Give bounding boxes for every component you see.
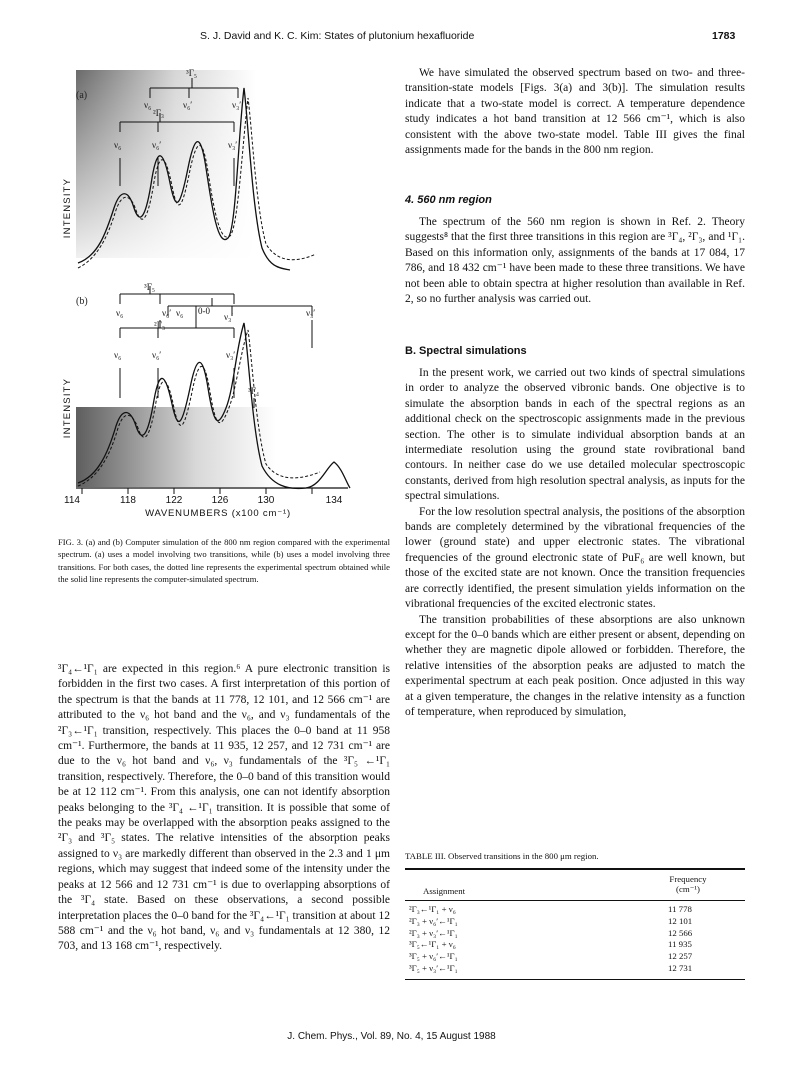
xtick-130: 130 xyxy=(257,495,275,506)
label-b-v6p-d: ν₆′ xyxy=(152,350,162,360)
page-footer xyxy=(0,1031,787,1042)
table-row xyxy=(405,904,745,916)
label-b-v6p: ν₆′ xyxy=(162,308,172,318)
label-a-v6p: ν₆′ xyxy=(183,100,193,110)
label-a-v3p: ν₃′ xyxy=(232,100,242,110)
cell-frequency: 11 935 xyxy=(668,939,692,950)
label-a-v6p-b: ν₆′ xyxy=(152,140,162,150)
label-b-g4: ³Γ₄ xyxy=(248,386,260,396)
figure-caption: FIG. 3. (a) and (b) Computer simulation of the 800 nm region compared with the experimental spectrum. (a) uses a model involving two transitions, while (b) uses a model involving three transitions. For both cases, the dotted line represents the experimental spectrum obtained while the solid line represents the computer-simulated spectrum. xyxy=(58,537,390,585)
cell-assignment: ³Γ₅ + ν₆′←¹Γ₁ xyxy=(409,951,458,962)
table-title: TABLE III. Observed transitions in the 800 μm region. xyxy=(405,851,599,861)
x-tick-labels xyxy=(64,495,343,506)
label-b-v3p: ν₃′ xyxy=(224,312,234,322)
table-header xyxy=(405,870,745,900)
page-number: 1783 xyxy=(712,30,736,42)
x-axis-label: WAVENUMBERS (x100 cm⁻¹) xyxy=(145,508,291,519)
label-b-v6-c: ν₆ xyxy=(176,308,184,318)
label-b-v6-d: ν₆ xyxy=(114,350,122,360)
table-row xyxy=(405,916,745,928)
cell-frequency: 12 566 xyxy=(668,927,693,938)
left-column-paragraph: ³Γ₄←¹Γ₁ are expected in this region.⁶ A pure electronic transition is forbidden in the first two cases. A first interpretation of this portion of the spectrum is that the bands at 11 778, 12 101, and 12 566 cm⁻¹ are attributed to the ν₆ hot band and the ν₆, and ν₃ fundamentals of the ²Γ₃←¹Γ₁ transition, respectively. This places the 0–0 band at 11 958 cm⁻¹. Furthermore, the bands at 11 935, 12 257, and 12 731 cm⁻¹ are due to the ν₆ hot band and ν₆, ν₃ fundamentals of the ³Γ₅ ←¹Γ₁ transition, respectively. Therefore, the 0–0 band of this transition would be at 12 112 cm⁻¹. From this analysis, one can not identify absorption peaks belonging to the ³Γ₄ ←¹Γ₁ transition. It is possible that some of the peaks may be overlapped with the absorption peaks assigned to the ²Γ₃ and ³Γ₅ states. The relative intensities of the absorption peaks assigned to ν₃ are markedly different than observed in the 2.3 and 1 μm regions, which may suggest that indeed some of the intensity under the peaks at 12 566 and 12 731 cm⁻¹ is due to overlapping absorptions of the ³Γ₄ state. Based on these observations, a second possible interpretation places the 0–0 band for the ³Γ₄←¹Γ₁ transition at about 12 588 cm⁻¹ and the ν₆ hot band, ν₆ and ν₃ fundamentals at 12 380, 12 703, and 13 168 cm⁻¹, respectively. xyxy=(58,663,390,953)
spectrum-figure-svg xyxy=(58,58,388,520)
cell-frequency: 12 101 xyxy=(668,915,693,926)
label-b-00: 0-0 xyxy=(198,306,210,316)
label-b-g3: ²Γ₃ xyxy=(154,320,166,330)
table-iii xyxy=(405,868,745,980)
table-body xyxy=(405,901,745,979)
table-rule-bottom xyxy=(405,979,745,980)
panel-b-white xyxy=(76,282,296,407)
xtick-114: 114 xyxy=(64,495,80,506)
cell-frequency: 12 257 xyxy=(668,951,693,962)
cell-assignment: ³Γ₅←¹Γ₁ + ν₆ xyxy=(409,939,456,950)
section-heading-spectral-simulations: B. Spectral simulations xyxy=(405,345,527,357)
xtick-126: 126 xyxy=(211,495,229,506)
label-b-g5: ³Γ₅ xyxy=(144,282,156,292)
right-paragraph-3: In the present work, we carried out two kinds of spectral simulations in order to analyze the observed vibronic bands. One objective is to simulate the absorption bands in each of the spectral regions as an additional check on the spectroscopic assignments made in the previous section. The other is to simulate individual absorption bands at an intermediate resolution using the ground state rovibrational band contours. In neither case do we use detailed molecular spectroscopic constants, derived from high resolution spectral analysis, as inputs for the spectral simulations. xyxy=(405,367,745,503)
xtick-122: 122 xyxy=(165,495,183,506)
cell-assignment: ²Γ₃ + ν₆′←¹Γ₁ xyxy=(409,915,458,926)
cell-frequency: 11 778 xyxy=(668,904,692,914)
cell-assignment: ²Γ₃←¹Γ₁ + ν₆ xyxy=(409,904,456,914)
journal-citation: J. Chem. Phys., Vol. 89, No. 4, 15 August 1988 xyxy=(287,1031,496,1042)
label-a-g3: ²Γ₃ xyxy=(153,108,165,118)
label-a-g5: ³Γ₅ xyxy=(186,68,198,78)
cell-frequency: 12 731 xyxy=(668,962,693,973)
table-row xyxy=(405,951,745,963)
table-row xyxy=(405,939,745,951)
figure-3 xyxy=(58,58,388,520)
running-header xyxy=(0,30,787,46)
header-assignment: Assignment xyxy=(423,886,466,896)
cell-assignment: ³Γ₅ + ν₃′←¹Γ₁ xyxy=(409,962,458,973)
label-a-v6: ν₆ xyxy=(144,100,152,110)
x-ticks xyxy=(82,488,312,494)
xtick-118: 118 xyxy=(120,495,136,506)
label-b-v3p-d: ν₃′ xyxy=(226,350,236,360)
header-frequency-unit: (cm⁻¹) xyxy=(676,884,700,894)
table-row xyxy=(405,928,745,940)
running-title: S. J. David and K. C. Kim: States of plutonium hexafluoride xyxy=(200,30,475,42)
panel-a-label: (a) xyxy=(76,90,88,101)
label-a-v6-b: ν₆ xyxy=(114,140,122,150)
section-heading-560nm: 4. 560 nm region xyxy=(405,194,492,206)
header-frequency-label: Frequency xyxy=(669,874,707,884)
label-b-v6: ν₆ xyxy=(116,308,124,318)
label-b-v3p-c: ν₃′ xyxy=(306,308,316,318)
right-paragraph-1: We have simulated the observed spectrum based on two- and three-transition-state models [Figs. 3(a) and 3(b)]. The simulation results indicate that a two-state model is correct. A temperature dependence study indicates a hot band transition at 12 566 cm⁻¹, which is also consistent with the above two-state model. Table III gives the final assignments made for the bands in the 800 nm region. xyxy=(405,67,745,157)
panel-b-label: (b) xyxy=(76,296,88,307)
y-label-a: INTENSITY xyxy=(62,177,73,239)
y-label-b: INTENSITY xyxy=(62,377,73,439)
header-frequency xyxy=(653,874,723,894)
right-paragraph-5: The transition probabilities of these absorptions are also unknown except for the 0–0 bands which are either present or absent, depending on whether they are magnetic dipole allowed or forbidden. Therefore, the relative intensities of the absorption peaks are adjusted to match the experimental spectrum at each peak position. Once adjusted in this way at a given temperature, the changes in the relative intensity as a function of temperature, when reproduced by simulation, xyxy=(405,613,745,718)
table-row xyxy=(405,963,745,975)
xtick-134: 134 xyxy=(325,495,343,506)
cell-assignment: ²Γ₃ + ν₃′←¹Γ₁ xyxy=(409,927,458,938)
right-paragraph-4: For the low resolution spectral analysis, the positions of the absorption bands are completely determined by the vibrational frequencies of the lower (ground state) and upper electronic states. The vibrational frequencies of the ground electronic state of PuF₆ are well known, but those of the excited state are not known. Once the transition frequencies are correctly identified, the present simulation yields information on the vibrational frequencies of the excited electronic states. xyxy=(405,505,745,611)
right-paragraphs-3-5 xyxy=(405,366,745,720)
label-a-v3p-b: ν₃′ xyxy=(228,140,238,150)
right-paragraph-2: The spectrum of the 560 nm region is shown in Ref. 2. Theory suggests⁸ that the first three transitions in this region are ³Γ₄, ²Γ₃, and ¹Γ₁. Based on this information only, assignments of the bands at 17 084, 17 786, and 18 432 cm⁻¹ have been made to these three transitions. We have not been able to obtain spectra at higher resolution than available in Ref. 2, so no further analysis was carried out. xyxy=(405,216,745,306)
